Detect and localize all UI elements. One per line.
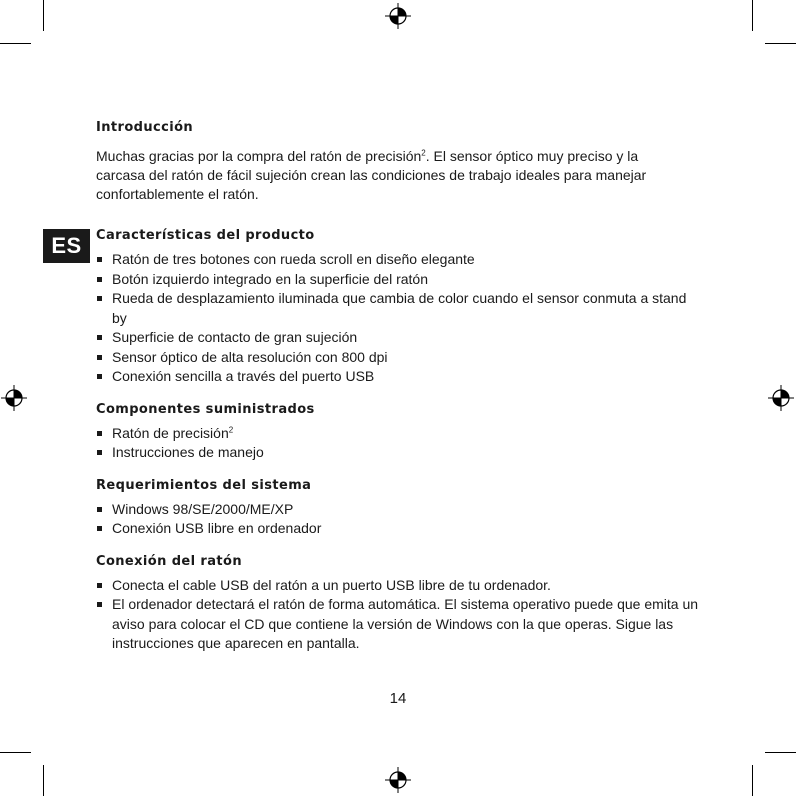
section-heading-requirements: Requerimientos del sistema — [96, 477, 312, 493]
section-heading-features: Características del producto — [96, 228, 315, 243]
requirements-list — [96, 500, 696, 539]
list-item: El ordenador detectará el ratón de forma automática. El sistema operativo puede que emita un aviso para colocar el CD que contiene la versión de Windows con la que operas. Sigue las instrucciones que aparecen en pantalla. — [96, 595, 702, 654]
page-number: 14 — [389, 690, 407, 707]
components-list — [96, 424, 696, 463]
list-item: Superficie de contacto de gran sujeción — [96, 328, 696, 348]
section-heading-connection: Conexión del ratón — [96, 553, 242, 569]
bullet-icon — [97, 374, 102, 379]
intro-text-4: confortablemente el ratón. — [96, 186, 259, 202]
list-item: Botón izquierdo integrado en la superficie del ratón — [96, 270, 696, 290]
list-item: Conexión USB libre en ordenador — [96, 519, 696, 539]
bullet-icon — [97, 450, 102, 455]
crop-mark-top-right-vertical — [752, 0, 753, 31]
intro-text-1: Muchas gracias por la compra del ratón de precisión — [96, 148, 422, 164]
crop-mark-top-left-vertical — [43, 0, 44, 31]
bullet-icon — [97, 507, 102, 512]
crop-mark-bottom-left-horizontal — [0, 752, 31, 753]
list-item: Conexión sencilla a través del puerto USB — [96, 367, 696, 387]
registration-mark-left-icon — [1, 385, 27, 411]
section-heading-components: Componentes suministrados — [96, 401, 315, 417]
crop-mark-top-right-horizontal — [765, 43, 796, 44]
registration-mark-bottom-icon — [385, 767, 411, 793]
registration-mark-right-icon — [768, 385, 794, 411]
list-item: Ratón de tres botones con rueda scroll en diseño elegante — [96, 250, 696, 270]
crop-mark-bottom-right-vertical — [752, 765, 753, 796]
bullet-icon — [97, 277, 102, 282]
list-item: Conecta el cable USB del ratón a un puerto USB libre de tu ordenador. — [96, 576, 696, 596]
language-tab: ES — [43, 229, 90, 263]
bullet-icon — [97, 583, 102, 588]
introduction-paragraph — [96, 147, 696, 204]
intro-text-2: . El sensor óptico muy preciso y la — [425, 148, 639, 164]
registration-mark-top-icon — [385, 3, 411, 29]
crop-mark-bottom-right-horizontal — [765, 752, 796, 753]
connection-list — [96, 576, 699, 654]
intro-text-3: carcasa del ratón de fácil sujeción crean las condiciones de trabajo ideales para manejar — [96, 167, 647, 183]
list-item: Ratón de precisión$^2$ — [96, 424, 696, 444]
manual-content — [96, 119, 699, 654]
list-item: Windows 98/SE/2000/ME/XP — [96, 500, 696, 520]
bullet-icon — [97, 335, 102, 340]
bullet-icon — [97, 355, 102, 360]
bullet-icon — [97, 526, 102, 531]
list-item: Instrucciones de manejo — [96, 443, 696, 463]
components-superscript: 2 — [228, 424, 234, 434]
list-item: Rueda de desplazamiento iluminada que cambia de color cuando el sensor conmuta a stand by — [96, 289, 702, 328]
list-item: Sensor óptico de alta resolución con 800 dpi — [96, 348, 696, 368]
features-list — [96, 250, 696, 387]
bullet-icon — [97, 602, 102, 607]
intro-superscript: 2 — [421, 148, 426, 158]
section-heading-introduction: Introducción — [96, 120, 194, 135]
bullet-icon — [97, 257, 102, 262]
bullet-icon — [97, 431, 102, 436]
crop-mark-top-left-horizontal — [0, 43, 31, 44]
crop-mark-bottom-left-vertical — [43, 765, 44, 796]
bullet-icon — [97, 296, 102, 301]
